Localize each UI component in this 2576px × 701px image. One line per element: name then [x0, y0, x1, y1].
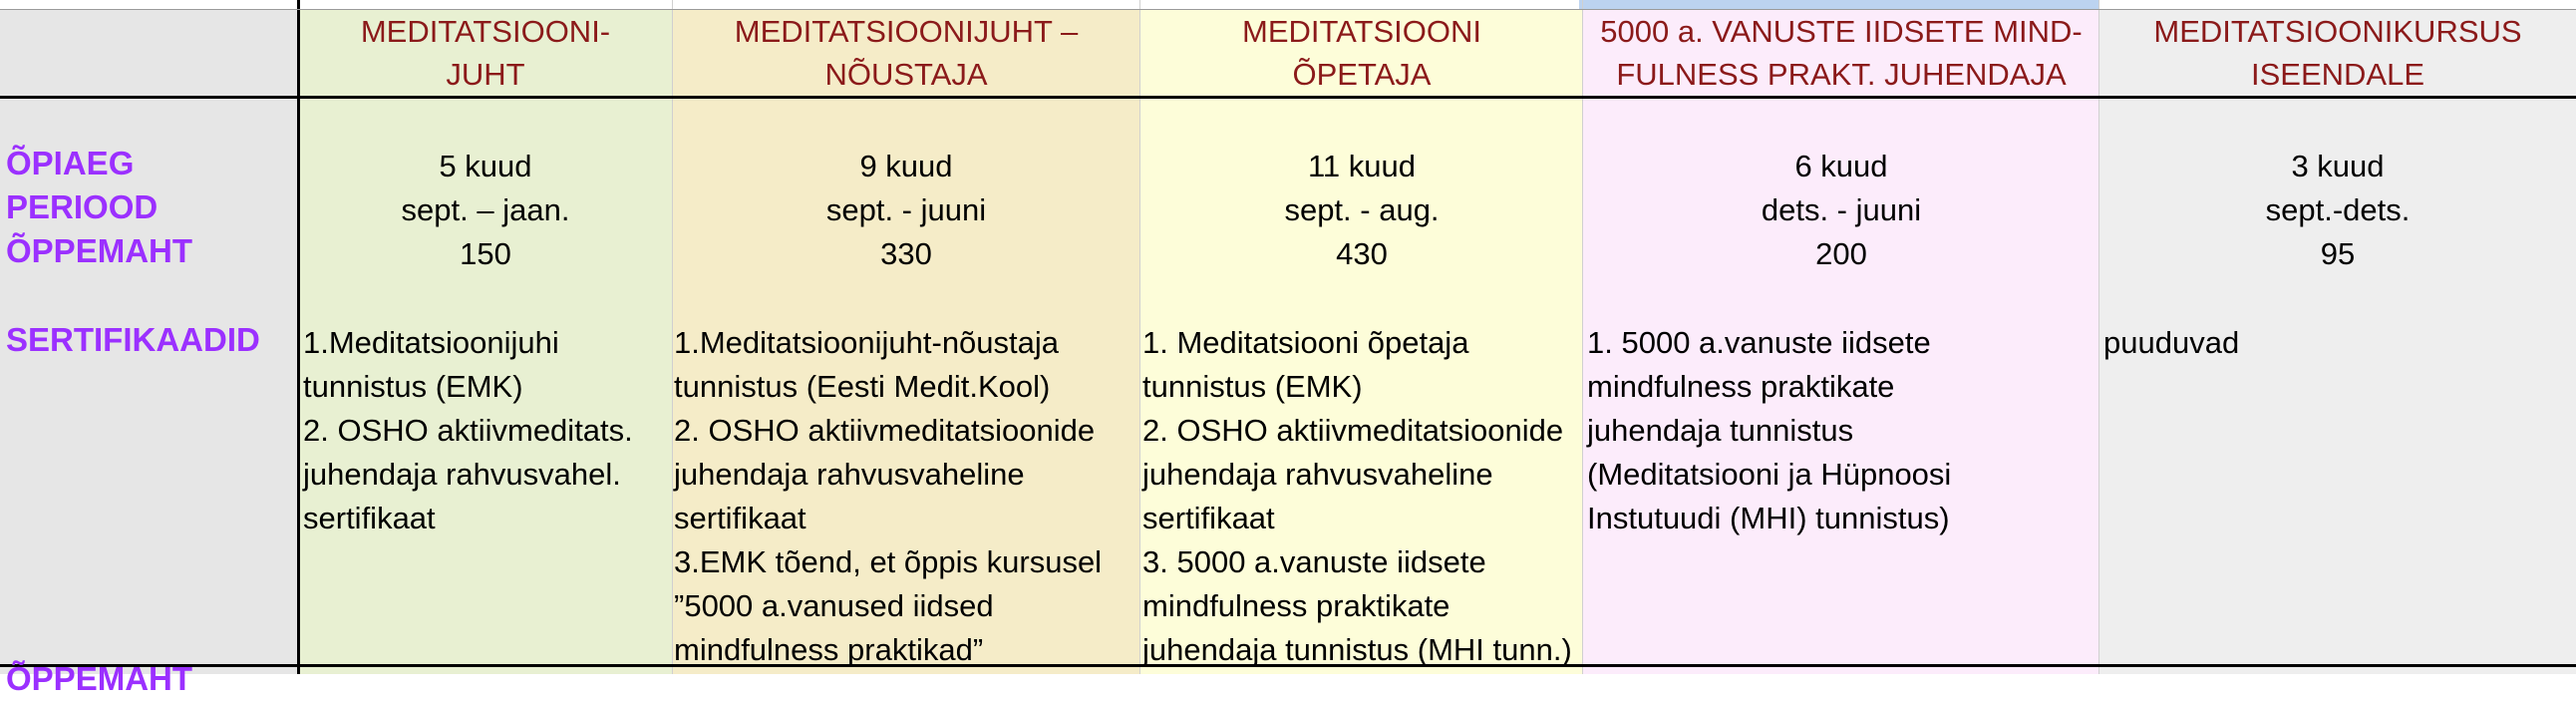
- period-value: sept. - aug.: [1284, 192, 1440, 227]
- duration-value: 6 kuud: [1794, 149, 1888, 183]
- duration-value: 11 kuud: [1307, 149, 1416, 183]
- header-line-2: FULNESS PRAKT. JUHENDAJA: [1616, 57, 2067, 92]
- gridline: [672, 0, 673, 674]
- header-meditatsioonijuht[interactable]: [299, 10, 672, 96]
- certificates-text: 1.Meditatsioonijuhi tunnistus (EMK) 2. OSHO aktiivmeditats. juhendaja rahvusvahel. sertifikaat: [303, 325, 633, 535]
- period-value: sept. – jaan.: [401, 192, 570, 227]
- header-opetaja[interactable]: [1140, 10, 1583, 96]
- header-line-2: NÕUSTAJA: [824, 57, 988, 92]
- header-line-2: ISEENDALE: [2250, 57, 2424, 92]
- row-label-next-partial: ÕPPEMAHT: [6, 660, 193, 697]
- label-column-border: [297, 0, 300, 674]
- volume-value: 200: [1815, 236, 1867, 271]
- gridline: [2098, 0, 2099, 674]
- header-line-2: JUHT: [446, 57, 525, 92]
- header-line-2: ÕPETAJA: [1292, 57, 1432, 92]
- certificates-text: 1.Meditatsioonijuht-nõustaja tunnistus (Eesti Medit.Kool) 2. OSHO aktiivmeditatsioonide juhendaja rahvusvaheline sertifikaat 3.EMK tõend, et õppis kursusel ”5000 a.vanused iidsed mindfulness praktikad”: [674, 325, 1103, 667]
- row-label-periood: PERIOOD: [6, 188, 159, 225]
- period-value: dets. - juuni: [1761, 192, 1922, 227]
- header-mindfulness-juhendaja[interactable]: [1583, 10, 2099, 96]
- header-line-1: 5000 a. VANUSTE IIDSETE MIND-: [1600, 14, 2083, 49]
- header-line-1: MEDITATSIOONI: [1242, 14, 1481, 49]
- row-label-oppemaht: ÕPPEMAHT: [6, 232, 193, 269]
- row-label-opiaeg: ÕPIAEG: [6, 145, 135, 181]
- duration-value: 3 kuud: [2291, 149, 2385, 183]
- period-value: sept.-dets.: [2265, 192, 2411, 227]
- row-label-sertifikaadid: SERTIFIKAADID: [6, 321, 260, 358]
- volume-value: 95: [2320, 236, 2356, 271]
- duration-value: 9 kuud: [859, 149, 953, 183]
- certificates-text: 1. 5000 a.vanuste iidsete mindfulness praktikate juhendaja tunnistus (Meditatsiooni ja Hüpnoosi Instutuudi (MHI) tunnistus): [1587, 325, 1952, 535]
- header-line-1: MEDITATSIOONIKURSUS: [2153, 14, 2522, 49]
- volume-value: 430: [1336, 236, 1388, 271]
- header-line-1: MEDITATSIOONIJUHT –: [734, 14, 1079, 49]
- volume-value: 330: [880, 236, 932, 271]
- period-value: sept. - juuni: [825, 192, 987, 227]
- header-line-1: MEDITATSIOONI-: [360, 14, 611, 49]
- header-kursus-iseendale[interactable]: [2099, 10, 2576, 96]
- header-bottom-border: [0, 96, 2576, 99]
- duration-value: 5 kuud: [439, 149, 532, 183]
- certificates-text: 1. Meditatsiooni õpetaja tunnistus (EMK) 2. OSHO aktiivmeditatsioonide juhendaja rahvusvaheline sertifikaat 3. 5000 a.vanuste iidsete mindfulness praktikate juhendaja tunnistus (MHI tunn.): [1142, 325, 1572, 667]
- header-noustaja[interactable]: [672, 10, 1140, 96]
- certificates-text: puuduvad: [2103, 325, 2240, 360]
- volume-value: 150: [460, 236, 511, 271]
